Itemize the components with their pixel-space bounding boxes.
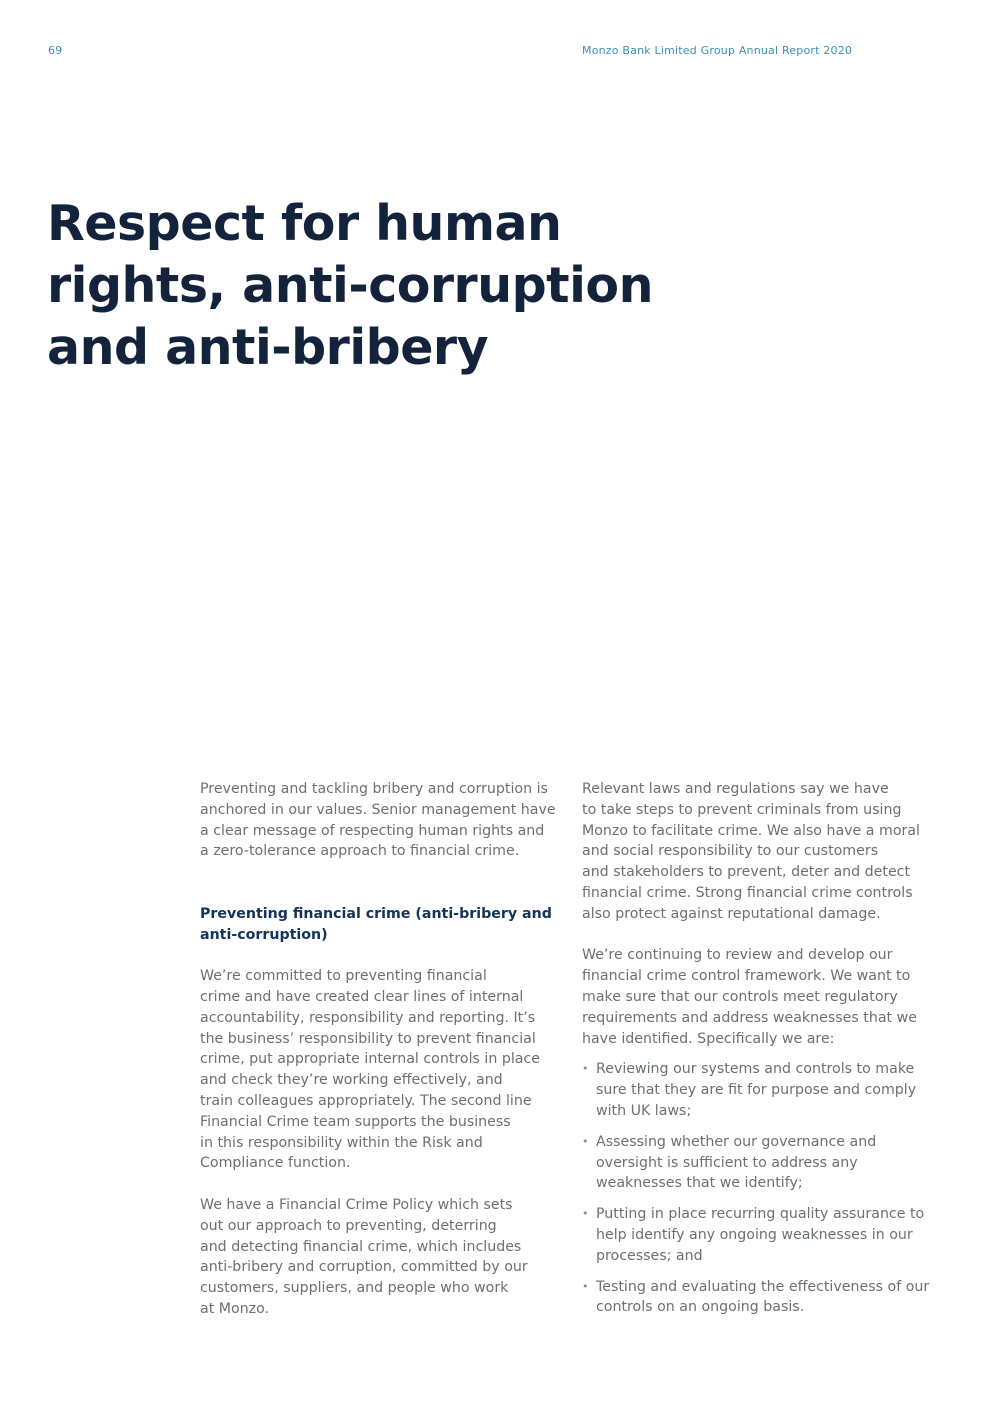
text-line: make sure that our controls meet regulatory bbox=[582, 988, 898, 1005]
intro-paragraph bbox=[200, 779, 570, 862]
text-line: • Assessing whether our governance and bbox=[596, 1133, 877, 1150]
text-line: with UK laws; bbox=[596, 1102, 692, 1119]
text-line: customers, suppliers, and people who work bbox=[200, 1280, 509, 1297]
text-line: anchored in our values. Senior management have bbox=[200, 801, 556, 818]
page-number: 69 bbox=[48, 44, 63, 57]
text-line: have identified. Specifically we are: bbox=[582, 1030, 835, 1047]
list-item bbox=[582, 1204, 952, 1266]
section-subheading bbox=[200, 904, 570, 946]
text-line: Compliance function. bbox=[200, 1155, 351, 1172]
text-line: anti-corruption) bbox=[200, 926, 328, 943]
text-line: and check they’re working effectively, and bbox=[200, 1072, 503, 1089]
text-line: Preventing financial crime (anti-bribery and bbox=[200, 905, 552, 922]
text-line: • Reviewing our systems and controls to make bbox=[596, 1061, 915, 1078]
text-line: requirements and address weaknesses that we bbox=[582, 1009, 917, 1026]
text-line: financial crime control framework. We want to bbox=[582, 968, 911, 985]
body-paragraph bbox=[200, 966, 570, 1174]
text-line: in this responsibility within the Risk and bbox=[200, 1134, 483, 1151]
body-paragraph bbox=[200, 1195, 570, 1320]
text-line: Financial Crime team supports the business bbox=[200, 1113, 511, 1130]
text-line: We’re continuing to review and develop our bbox=[582, 947, 893, 964]
text-line: We have a Financial Crime Policy which sets bbox=[200, 1196, 513, 1213]
page-title-line: rights, anti-corruption bbox=[47, 257, 653, 314]
text-line: a clear message of respecting human rights and bbox=[200, 822, 545, 839]
text-line: sure that they are fit for purpose and comply bbox=[596, 1082, 917, 1099]
text-line: processes; and bbox=[596, 1247, 703, 1264]
text-line: anti-bribery and corruption, committed by our bbox=[200, 1259, 528, 1276]
left-column bbox=[200, 779, 570, 1320]
text-line: Relevant laws and regulations say we have bbox=[582, 781, 889, 797]
body-paragraph bbox=[582, 779, 952, 925]
text-line: to take steps to prevent criminals from using bbox=[582, 801, 902, 818]
text-line: financial crime. Strong financial crime controls bbox=[582, 884, 913, 901]
text-line: out our approach to preventing, deterring bbox=[200, 1217, 497, 1234]
list-item bbox=[582, 1132, 952, 1194]
text-line: oversight is sufficient to address any bbox=[596, 1154, 858, 1171]
text-line: also protect against reputational damage. bbox=[582, 905, 881, 922]
text-line: • Testing and evaluating the effectiveness of our bbox=[596, 1278, 930, 1295]
text-line: at Monzo. bbox=[200, 1300, 270, 1317]
list-item bbox=[582, 1277, 952, 1319]
text-line: train colleagues appropriately. The second line bbox=[200, 1092, 532, 1109]
page-title-line: and anti-bribery bbox=[47, 319, 489, 376]
right-column bbox=[582, 779, 952, 1328]
text-line: We’re committed to preventing financial bbox=[200, 968, 487, 985]
text-line: a zero-tolerance approach to financial crime. bbox=[200, 843, 520, 860]
text-line: and social responsibility to our customers bbox=[582, 843, 879, 860]
text-line: the business’ responsibility to prevent financial bbox=[200, 1030, 536, 1047]
body-paragraph bbox=[582, 945, 952, 1049]
text-line: • Putting in place recurring quality assurance to bbox=[596, 1206, 925, 1223]
bullet-list bbox=[582, 1059, 952, 1318]
text-line: weaknesses that we identify; bbox=[596, 1175, 803, 1192]
report-title: Monzo Bank Limited Group Annual Report 2020 bbox=[582, 44, 853, 57]
text-line: crime and have created clear lines of internal bbox=[200, 988, 524, 1005]
text-line: help identify any ongoing weaknesses in our bbox=[596, 1226, 913, 1243]
list-item bbox=[582, 1059, 952, 1121]
text-line: Preventing and tackling bribery and corruption is bbox=[200, 781, 548, 797]
text-line: controls on an ongoing basis. bbox=[596, 1299, 805, 1316]
text-line: and stakeholders to prevent, deter and detect bbox=[582, 864, 911, 881]
page-title bbox=[47, 193, 667, 379]
text-line: and detecting financial crime, which includes bbox=[200, 1238, 522, 1255]
page-title-line: Respect for human bbox=[47, 195, 562, 252]
text-line: accountability, responsibility and reporting. It’s bbox=[200, 1009, 536, 1026]
text-line: Monzo to facilitate crime. We also have a moral bbox=[582, 822, 920, 839]
text-line: crime, put appropriate internal controls in place bbox=[200, 1051, 541, 1068]
